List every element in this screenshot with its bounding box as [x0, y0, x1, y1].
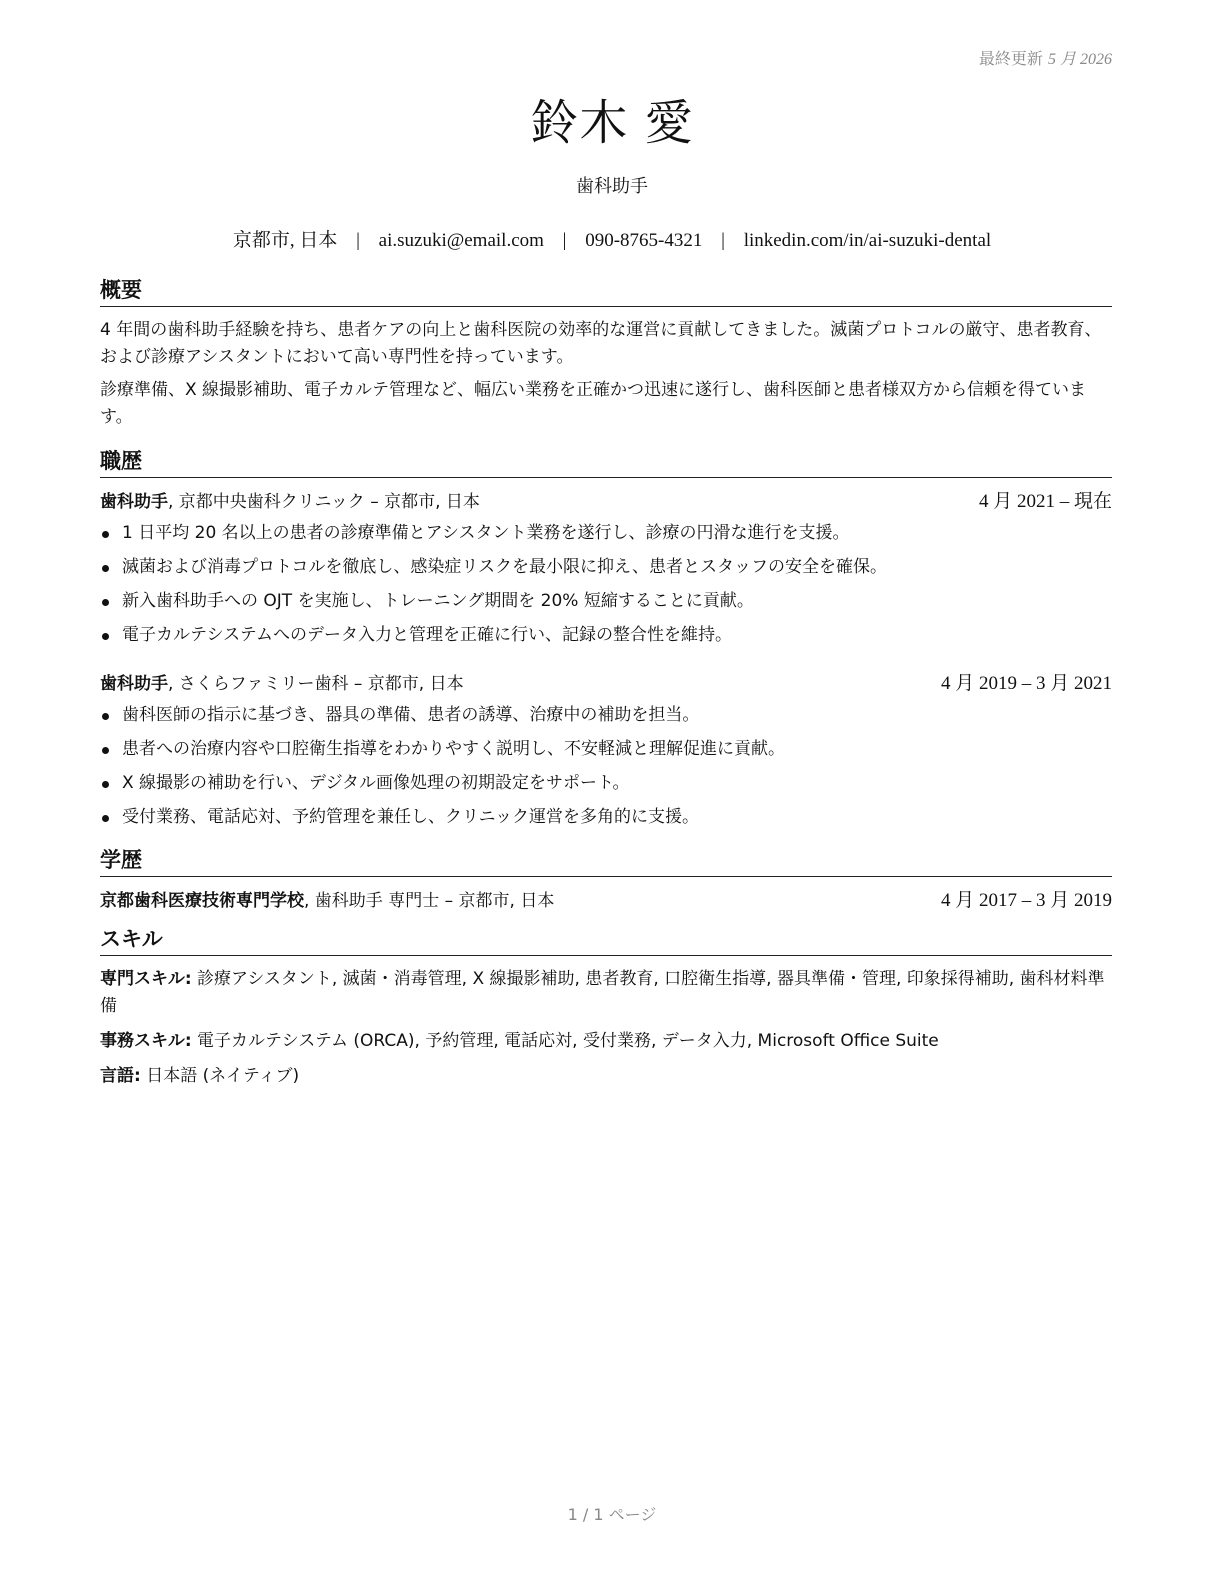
contact-phone: 090-8765-4321 [585, 230, 703, 251]
job-header [100, 670, 1112, 698]
job-header [100, 488, 1112, 516]
education-entry [100, 887, 1112, 915]
last-updated-date: 5 月 2026 [1047, 51, 1112, 68]
bullet-item: 患者への治療内容や口腔衛生指導をわかりやすく説明し、不安軽減と理解促進に貢献。 [100, 732, 1112, 766]
skill-row [100, 966, 1112, 1020]
skill-value: 日本語 (ネイティブ) [140, 1066, 300, 1086]
resume-body [100, 276, 1112, 1098]
summary-paragraph: 4 年間の歯科助手経験を持ち、患者ケアの向上と歯科医院の効率的な運営に貢献してきました。滅菌プロトコルの厳守、患者教育、および診療アシスタントにおいて高い専門性を持っています。 [100, 320, 1102, 367]
last-updated-label: 最終更新 [978, 49, 1043, 68]
last-updated [979, 46, 1112, 69]
candidate-name: 鈴木 愛 [530, 95, 694, 151]
education-dates: 4 月 2017 – 3 月 2019 [940, 890, 1112, 911]
bullet-item: 電子カルテシステムへのデータ入力と管理を正確に行い、記録の整合性を維持。 [100, 618, 1112, 652]
job-role: 歯科助手 [100, 674, 168, 694]
skill-value: 診療アシスタント, 滅菌・消毒管理, X 線撮影補助, 患者教育, 口腔衛生指導, 器具準備・管理, 印象採得補助, 歯科材料準備 [100, 969, 1105, 1016]
job-entry [100, 488, 1112, 652]
bullet-item: 歯科医師の指示に基づき、器具の準備、患者の誘導、治療中の補助を担当。 [100, 698, 1112, 732]
job-dates: 4 月 2021 – 現在 [978, 491, 1112, 512]
page-number: 1 / 1 ページ [567, 1505, 657, 1524]
contact-email-link[interactable]: ai.suzuki@email.com [378, 230, 544, 251]
job-title: 歯科助手 [576, 176, 648, 197]
skill-row [100, 1063, 1112, 1090]
job-entry [100, 670, 1112, 834]
degree-detail: , 歯科助手 専門士 – 京都市, 日本 [304, 891, 555, 911]
experience-heading: 職歴 [100, 447, 1112, 478]
bullet-item: 1 日平均 20 名以上の患者の診療準備とアシスタント業務を遂行し、診療の円滑な進行を支援。 [100, 516, 1112, 550]
contact-linkedin-link[interactable]: linkedin.com/in/ai-suzuki-dental [743, 230, 992, 251]
contact-separator: | [562, 230, 567, 251]
school-name: 京都歯科医療技術専門学校 [100, 891, 304, 911]
skill-value: 電子カルテシステム (ORCA), 予約管理, 電話応対, 受付業務, データ入力, Microsoft Office Suite [191, 1031, 939, 1051]
job-bullets [100, 698, 1112, 834]
contact-line [0, 225, 1224, 252]
skill-label: 専門スキル: [100, 969, 192, 989]
job-bullets [100, 516, 1112, 652]
contact-separator: | [356, 230, 360, 251]
bullet-item: X 線撮影の補助を行い、デジタル画像処理の初期設定をサポート。 [100, 766, 1112, 800]
skill-row [100, 1028, 1112, 1055]
job-org: , さくらファミリー歯科 – 京都市, 日本 [168, 674, 464, 694]
contact-separator: | [721, 230, 725, 251]
contact-location: 京都市, 日本 [232, 230, 338, 251]
bullet-item: 滅菌および消毒プロトコルを徹底し、感染症リスクを最小限に抑え、患者とスタッフの安全を確保。 [100, 550, 1112, 584]
education-heading: 学歴 [100, 846, 1112, 877]
skills-heading: スキル [100, 925, 1112, 956]
job-dates: 4 月 2019 – 3 月 2021 [940, 673, 1112, 694]
bullet-item: 受付業務、電話応対、予約管理を兼任し、クリニック運営を多角的に支援。 [100, 800, 1112, 834]
summary-heading: 概要 [100, 276, 1112, 307]
bullet-item: 新入歯科助手への OJT を実施し、トレーニング期間を 20% 短縮することに貢献。 [100, 584, 1112, 618]
job-org: , 京都中央歯科クリニック – 京都市, 日本 [168, 492, 480, 512]
skill-label: 言語: [100, 1066, 141, 1086]
summary-paragraph: 診療準備、X 線撮影補助、電子カルテ管理など、幅広い業務を正確かつ迅速に遂行し、歯科医師と患者様双方から信頼を得ています。 [100, 380, 1087, 427]
job-role: 歯科助手 [100, 492, 168, 512]
skill-label: 事務スキル: [100, 1031, 192, 1051]
